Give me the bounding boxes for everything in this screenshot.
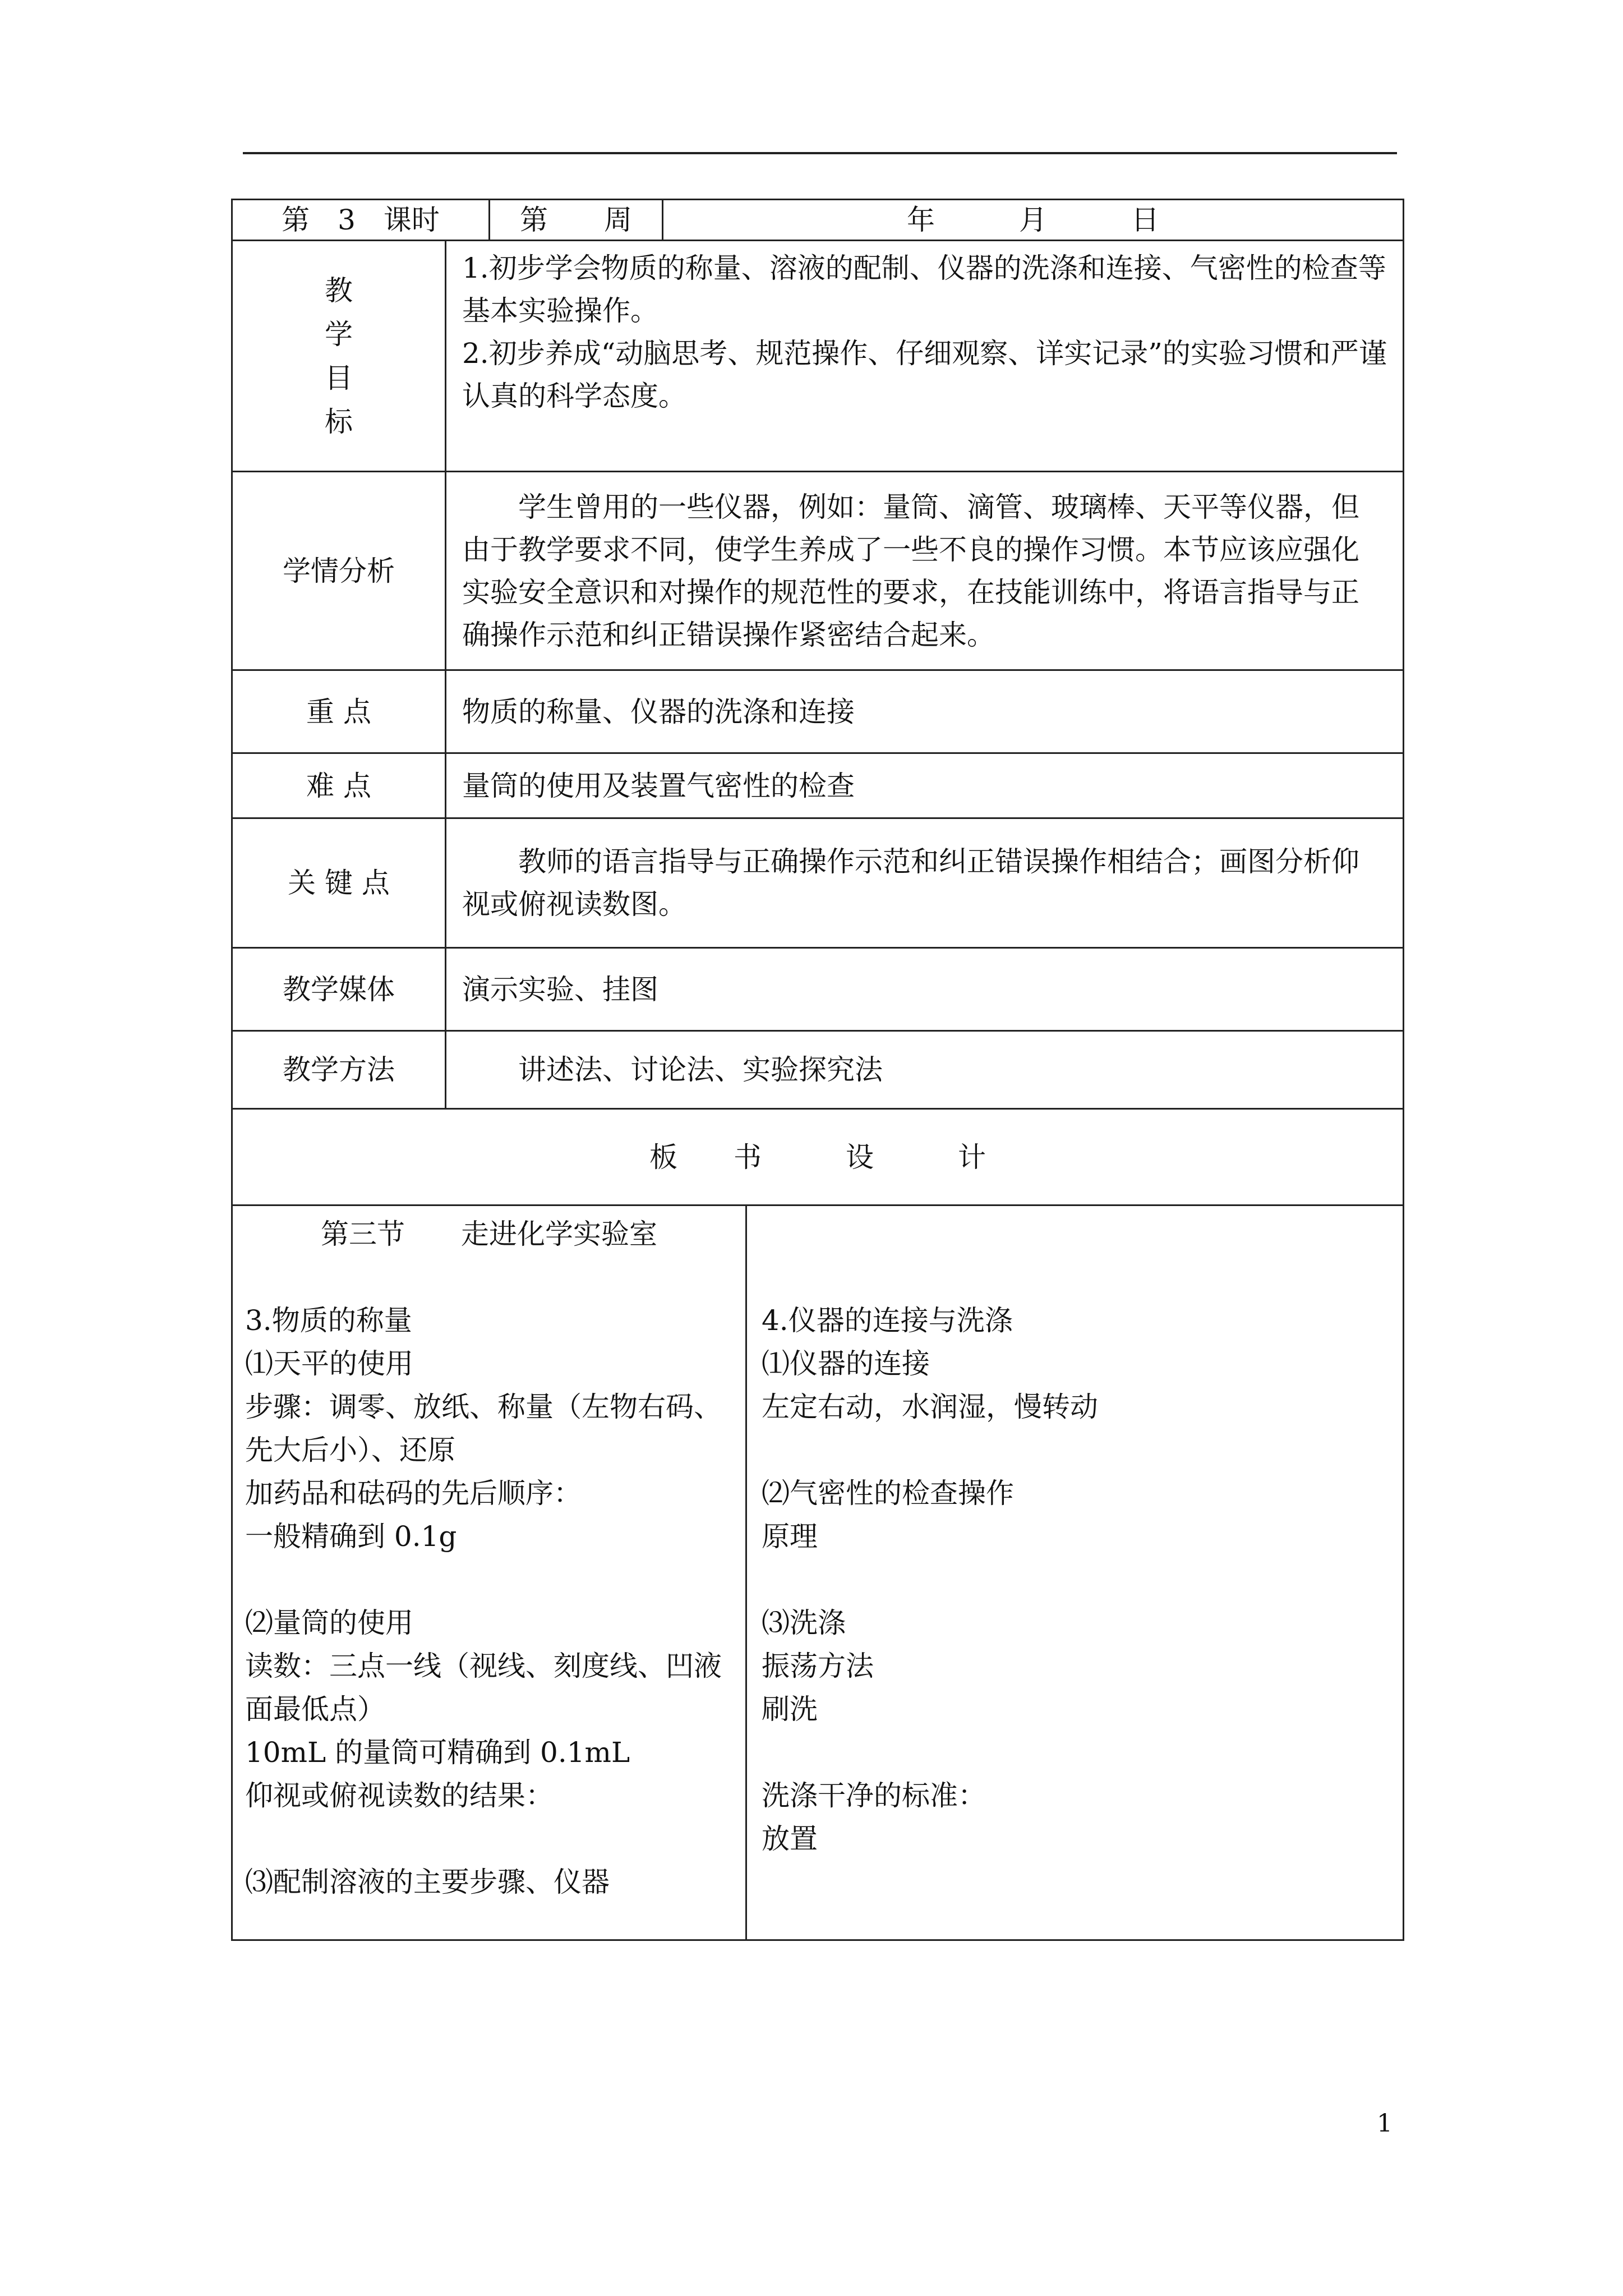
board-left-line: 10mL 的量筒可精确到 0.1mL bbox=[245, 1736, 630, 1769]
board-right-line: ⑶洗涤 bbox=[762, 1607, 846, 1639]
board-left-line: ⑶配制溶液的主要步骤、仪器 bbox=[245, 1866, 610, 1898]
difficulty-text: 量筒的使用及装置气密性的检查 bbox=[462, 769, 855, 802]
header-row bbox=[231, 199, 1404, 241]
board-left-line: 先大后小）、还原 bbox=[245, 1434, 455, 1466]
method-content bbox=[446, 1032, 1403, 1108]
board-right-line bbox=[762, 1558, 1390, 1602]
board-left-line bbox=[245, 1256, 733, 1299]
key-point-text: 物质的称量、仪器的洗涤和连接 bbox=[462, 695, 855, 728]
analysis-content bbox=[446, 472, 1403, 669]
objective-2: 2.初步养成“动脑思考、规范操作、仔细观察、详实记录”的实验习惯和严谨认真的科学态度。 bbox=[462, 337, 1387, 412]
key-point-label: 重 点 bbox=[233, 671, 446, 752]
method-text: 讲述法、讨论法、实验探究法 bbox=[518, 1053, 883, 1086]
board-right-line: 左定右动，水润湿，慢转动 bbox=[762, 1391, 1098, 1423]
date-cell: 年 月 日 bbox=[907, 204, 1159, 236]
difficulty-row bbox=[231, 754, 1404, 819]
board-right-line: ⑴仪器的连接 bbox=[762, 1347, 930, 1380]
board-right-line: ⑵气密性的检查操作 bbox=[762, 1477, 1014, 1510]
board-left-line: 仰视或俯视读数的结果： bbox=[245, 1779, 554, 1812]
media-row bbox=[231, 949, 1404, 1032]
crux-row bbox=[231, 819, 1404, 949]
page-number: 1 bbox=[1377, 2109, 1393, 2138]
objectives-label-char: 标 bbox=[325, 405, 353, 438]
board-content bbox=[231, 1206, 1404, 1941]
board-left-line: 加药品和砝码的先后顺序： bbox=[245, 1477, 582, 1510]
board-right-line: 刷洗 bbox=[762, 1693, 818, 1726]
board-right-line: 4.仪器的连接与洗涤 bbox=[762, 1304, 1013, 1337]
week-cell: 第 周 bbox=[490, 200, 663, 240]
board-right-line: 原理 bbox=[762, 1520, 818, 1553]
media-text: 演示实验、挂图 bbox=[462, 973, 658, 1006]
method-row bbox=[231, 1032, 1404, 1110]
objectives-label-char: 目 bbox=[325, 361, 353, 394]
key-point-row bbox=[231, 671, 1404, 754]
board-left-line: 步骤：调零、放纸、称量（左物右码、 bbox=[245, 1391, 722, 1423]
objective-1: 1.初步学会物质的称量、溶液的配制、仪器的洗涤和连接、气密性的检查等基本实验操作。 bbox=[462, 252, 1386, 327]
media-label: 教学媒体 bbox=[233, 949, 446, 1030]
lesson-number-cell: 第 3 课时 bbox=[233, 200, 490, 240]
crux-label: 关 键 点 bbox=[233, 819, 446, 947]
board-left-column bbox=[233, 1206, 747, 1939]
objectives-label bbox=[233, 241, 446, 471]
board-right-line: 放置 bbox=[762, 1823, 818, 1855]
board-left-line: 面最低点） bbox=[245, 1693, 385, 1726]
analysis-row bbox=[231, 472, 1404, 671]
board-title-row bbox=[231, 1110, 1404, 1206]
objectives-row bbox=[231, 241, 1404, 472]
board-right-line: 洗涤干净的标准： bbox=[762, 1779, 986, 1812]
objectives-content bbox=[446, 241, 1403, 471]
board-left-line bbox=[245, 1558, 733, 1602]
crux-text: 教师的语言指导与正确操作示范和纠正错误操作相结合；画图分析仰视或俯视读数图。 bbox=[462, 845, 1359, 921]
board-right-column bbox=[747, 1206, 1403, 1939]
board-left-line: ⑵量筒的使用 bbox=[245, 1607, 413, 1639]
method-label: 教学方法 bbox=[233, 1032, 446, 1108]
page-header-rule bbox=[243, 152, 1397, 154]
board-right-line bbox=[762, 1429, 1390, 1472]
board-left-line: 一般精确到 0.1g bbox=[245, 1520, 457, 1553]
board-left-line: 3.物质的称量 bbox=[245, 1304, 412, 1337]
board-left-line: ⑴天平的使用 bbox=[245, 1347, 413, 1380]
analysis-label: 学情分析 bbox=[233, 472, 446, 669]
board-heading: 第三节 走进化学实验室 bbox=[321, 1218, 657, 1250]
board-left-line: 读数：三点一线（视线、刻度线、凹液 bbox=[245, 1650, 722, 1682]
crux-content bbox=[446, 819, 1403, 947]
lesson-plan-table bbox=[231, 199, 1404, 1941]
objectives-label-char: 学 bbox=[325, 318, 353, 351]
analysis-text: 学生曾用的一些仪器，例如：量筒、滴管、玻璃棒、天平等仪器，但由于教学要求不同，使学生养成了一些不良的操作习惯。本节应该应强化实验安全意识和对操作的规范性的要求，在技能训练中，将语言指导与正确操作示范和纠正错误操作紧密结合起来。 bbox=[462, 490, 1359, 651]
board-right-line: 振荡方法 bbox=[762, 1650, 874, 1682]
difficulty-label: 难 点 bbox=[233, 754, 446, 817]
board-right-spacer bbox=[762, 1213, 1390, 1256]
board-right-line bbox=[762, 1256, 1390, 1299]
board-left-line bbox=[245, 1818, 733, 1861]
board-title: 板 书 设 计 bbox=[649, 1140, 986, 1174]
objectives-label-char: 教 bbox=[325, 274, 353, 307]
board-right-line bbox=[762, 1731, 1390, 1774]
